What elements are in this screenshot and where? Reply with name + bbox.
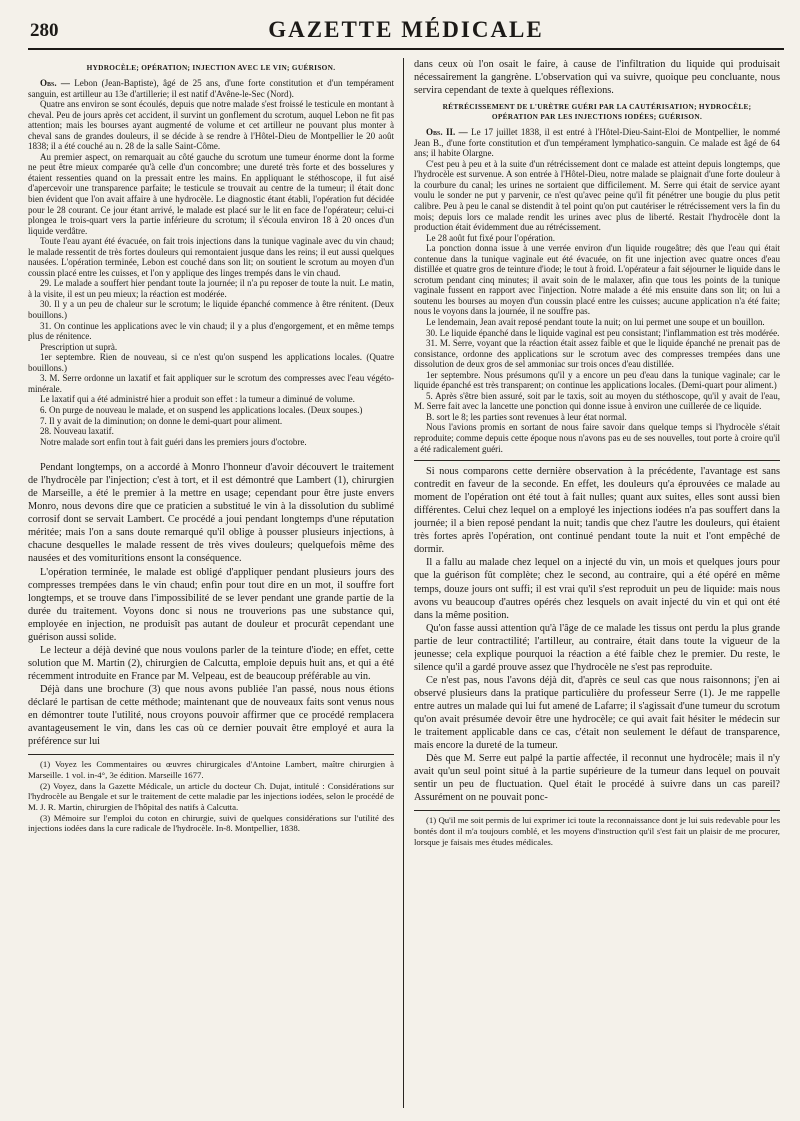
footnote: (1) Qu'il me soit permis de lui exprimer ici toute la reconnaissance dont je lui suis redevable pour les bontés dont il m'a toujours comblé, et les moyens d'instruction qu'il s'est fait un plaisir de me procurer, lorsque je faisais mes études médicales. — [414, 815, 780, 847]
case-paragraph: Obs. — Lebon (Jean-Baptiste), âgé de 25 ans, d'une forte constitution et d'un tempérament sanguin, est artilleur au 13e d'artillerie; il est natif d'Avêne-le-Sec (Nord). — [28, 78, 394, 99]
footnotes-left — [28, 759, 394, 834]
section-title-obs-2: RÉTRÉCISSEMENT DE L'URÈTRE GUÉRI PAR LA CAUTÉRISATION; HYDROCÈLE; OPÉRATION PAR LES INJECTIONS IODÉES; GUÉRISON. — [442, 102, 752, 122]
discussion-1 — [28, 461, 394, 748]
case-paragraph: 30. Le liquide épanché dans le liquide vaginal est peu consistant; l'inflammation est très modérée. — [426, 327, 780, 338]
column-divider — [403, 58, 404, 1108]
case-paragraph: 28. Nouveau laxatif. — [40, 426, 114, 437]
section-title-obs-1: HYDROCÈLE; OPÉRATION; INJECTION AVEC LE VIN; GUÉRISON. — [86, 63, 336, 72]
discussion-2 — [414, 465, 780, 804]
continuation-text — [414, 58, 780, 97]
case-paragraph: Au premier aspect, on remarquait au côté gauche du scrotum une tumeur énorme dont la forme ne peut être mieux comparée qu'à celle d'un concombre; une dureté très forte et des bosselures y étaient ressenties quand on la pressait entre les mains. En appliquant le stéthoscope, il fut aisé d'apercevoir une transparence parfaite; le testicule se trouvait au centre de la tumeur; il était donc bien évident que l'on avait affaire à une hydrocèle. Le diagnostic étant établi, l'opération fut décidée pour le 28 courant. Ce jour étant arrivé, le malade est placé sur le lit en face de l'opérateur; celui-ci plongea le trois-quart vers la partie inférieure du scrotum; il s'écoula environ 18 à 20 onces d'un liquide verdâtre. — [28, 151, 394, 236]
case-paragraph: Quatre ans environ se sont écoulés, depuis que notre malade s'est froissé le testicule en montant à cheval. Peu de jours après cet accident, il survint un gonflement du scrotum, auquel Lebon ne fit pas attention; mais les bourses ayant augmenté de volume et cet artilleur ne pouvant plus monter à cheval sans de grandes douleurs, il se décide à se rendre à l'Hôtel-Dieu de Montpellier le 20 août 1838; il a été couché au n. 28 de la salle Saint-Côme. — [28, 99, 394, 152]
case-paragraph: La ponction donna issue à une verrée environ d'un liquide rougeâtre; dès que l'eau qui était contenue dans la tunique vaginale eut été évacuée, on fit une injection avec quatre onces d'eau distillée et quatre gros de teinture d'iode; le tout à froid. L'opérateur a fait séjourner le liquide dans le scrotum pendant cinq minutes; il avait soin de le malaxer, afin que tous les points de la tunique vaginale fussent en rapport avec l'injection. Notre malade a été mis ensuite dans son lit; on lui a soutenu les bourses au moyen d'un coussin placé entre les cuisses; aucune application n'a été faite; nous le voyons dans la journée, il ne souffre pas. — [414, 243, 780, 317]
discussion-paragraph: Dès que M. Serre eut palpé la partie affectée, il reconnut une hydrocèle; mais il n'y avait qu'un seul point situé à la partie supérieure de la tumeur dans lequel on pouvait sentir un peu de fluctuation. Quel était le procédé à suivre dans un cas pareil? Assurément on ne pouvait ponc- — [414, 753, 780, 804]
continuation-paragraph: dans ceux où l'on osait le faire, à cause de l'infiltration du liquide qui produisait nécessairement la gangrène. L'observation qui va suivre, quoique peu concluante, nous servira cependant de texte à quelques réflexions. — [414, 59, 780, 97]
case-paragraph: 1er septembre. Rien de nouveau, si ce n'est qu'on suspend les applications locales. (Quatre bouillons.) — [28, 352, 394, 373]
case-paragraph: 31. M. Serre, voyant que la réaction était assez faible et que le liquide épanché ne prenait pas de consistance, ordonne des applications sur le scrotum avec des compresses trempées dans une dissolution de deux gros de sel ammoniac sur trois onces d'eau distillée. — [414, 338, 780, 370]
case-paragraph: Le 28 août fut fixé pour l'opération. — [426, 232, 556, 243]
case-paragraph: 3. M. Serre ordonne un laxatif et fait appliquer sur le scrotum des compresses avec l'eau végéto-minérale. — [28, 373, 394, 394]
case-paragraph: Obs. II. — Le 17 juillet 1838, il est entré à l'Hôtel-Dieu-Saint-Eloi de Montpellier, le nommé Jean B., d'une forte constitution et d'un tempérament lymphatico-sanguin. Ce malade est âgé de 64 ans; il habite Olargne. — [414, 127, 780, 159]
footnote-divider — [28, 754, 394, 755]
case-paragraph: Le lendemain, Jean avait reposé pendant toute la nuit; on lui permet une soupe et un bouillon. — [426, 316, 765, 327]
case-paragraph: Le laxatif qui a été administré hier a produit son effet : la tumeur a diminué de volume. — [40, 394, 355, 405]
discussion-paragraph: Il a fallu au malade chez lequel on a injecté du vin, un mois et quelques jours pour que la guérison fût complète; chez le second, au contraire, qui a été opéré en même temps, douze jours ont suffi; il est vrai qu'il s'est reproduit un peu de liquide: mais nous avons vu beaucoup d'autres opérés chez lesquels on avait injecté du vin et qui ont été dans la même position. — [414, 557, 780, 621]
case-paragraph: C'est peu à peu et à la suite d'un rétrécissement dont ce malade est atteint depuis longtemps, que l'hydrocèle est survenue. A son entrée à l'Hôtel-Dieu, notre malade se plaignait d'une forte douleur à la courbure du canal; les urines ne sortaient que difficilement. M. Serre qui était de service ayant voulu le sonder ne put y parvenir, ce n'est qu'avec peine qu'il fit pénétrer une bougie du plus petit calibre. Peu à peu le canal se distendit à tel point qu'on put cautériser le rétrécissement vers la fin du mois; depuis lors ce malade rendit les urines avec plus de liberté. Restait l'hydrocèle dont la production était évidemment due au rétrécissement. — [414, 158, 780, 233]
journal-title: GAZETTE MÉDICALE — [268, 17, 544, 42]
right-column — [414, 58, 780, 1110]
case-paragraph: Toute l'eau ayant été évacuée, on fait trois injections dans la tunique vaginale avec du vin chaud; le malade ressentit de très fortes douleurs qui remontaient jusque dans les reins; il eut aussi quelques nausées. L'opération terminée, Lebon est couché dans son lit; on soutient le scrotum au moyen d'un coussin placé entre les cuisses, et l'on y applique des linges trempés dans le vin chaud. — [28, 236, 394, 278]
case-paragraph: Prescription ut suprà. — [40, 341, 118, 352]
case-report-2 — [414, 127, 780, 454]
footnote-divider — [414, 810, 780, 811]
case-paragraph: 5. Après s'être bien assuré, soit par le taxis, soit au moyen du stéthoscope, qu'il y avait de l'eau, M. Serre fait avec la lancette une ponction qui donne issue à environ une cuillerée de ce liquide. — [414, 390, 780, 412]
case-report-1 — [28, 78, 394, 447]
case-paragraph: 6. On purge de nouveau le malade, et on suspend les applications locales. (Deux soupes.) — [40, 404, 363, 415]
discussion-paragraph: L'opération terminée, le malade est obligé d'appliquer pendant plusieurs jours des compresses trempées dans le vin chaud; enfin pour tout dire en un mot, il souffre fort longtemps, et se trouve dans l'impossibilité de se lever pendant une grande partie de la durée du traitement. Voyons donc si nous ne trouverions pas une substance qui, employée en injection, ne produisît pas autant de douleur et procurât cependant une guérison aussi solide. — [28, 566, 394, 643]
footnote: (1) Voyez les Commentaires ou œuvres chirurgicales d'Antoine Lambert, maître chirurgien à Marseille. 1 vol. in-4°, 3e édition. Marseille 1677. — [28, 759, 394, 780]
page-number: 280 — [30, 20, 59, 41]
observation-label: Obs. II. — — [426, 127, 468, 138]
footnote: (2) Voyez, dans la Gazette Médicale, un article du docteur Ch. Dujat, intitulé : Considérations sur l'hydrocèle au Bengale et sur le traitement de cette maladie par les injections iodées, selon le procédé de M. J. R. Martin, chirurgien de l'hôpital des natifs à Calcutta. — [28, 780, 394, 812]
case-paragraph: Nous l'avions promis en sortant de nous faire savoir dans quelque temps si l'hydrocèle s'était reproduite; comme depuis cette époque nous n'avons pas eu de ses nouvelles, tout porte à croire qu'il a été radicalement guéri. — [414, 422, 780, 454]
left-column — [28, 58, 394, 1110]
case-paragraph: Notre malade sort enfin tout à fait guéri dans les premiers jours d'octobre. — [40, 436, 307, 447]
case-paragraph: 29. Le malade a souffert hier pendant toute la journée; il n'a pu reposer de toute la nuit. Le matin, à la visite, il est un peu mieux; la réaction est modérée. — [28, 278, 394, 299]
page-header — [28, 14, 784, 50]
discussion-paragraph: Déjà dans une brochure (3) que nous avons publiée l'an passé, nous nous étions déclaré le partisan de cette méthode; maintenant que de nouveaux faits sont venus nous en démontrer toute l'utilité, nous croyons pouvoir affirmer que ce procédé remplacera avantageusement le vin, dans les cas où ce dernier pouvait être employé et aura la préférence sur lui — [28, 683, 394, 748]
footnotes-right — [414, 815, 780, 847]
discussion-paragraph: Pendant longtemps, on a accordé à Monro l'honneur d'avoir découvert le traitement de l'hydrocèle par l'injection; c'est à tort, et il est démontré que Lambert (1), chirurgien de Marseille, a été le premier à la mettre en usage; cependant pour être juste envers Monro, nous devons dire que ce praticien a substitué le vin à la dissolution du sublimé corrosif dont se servait Lambert. Ce procédé a joui pendant longtemps d'une réputation méritée; mais l'on a sans doute remarqué qu'il oblige à pousser plusieurs injections, à chacune desquelles le malade ressent de très vives douleurs; quelquefois même des nausées et des vomituritions ensont la conséquence. — [28, 462, 394, 565]
observation-label: Obs. — — [40, 78, 70, 88]
newspaper-page — [28, 14, 784, 1112]
discussion-paragraph: Qu'on fasse aussi attention qu'à l'âge de ce malade les tissus ont perdu la plus grande partie de leur contractilité; l'artilleur, au contraire, était dans toute la vigueur de la jeunesse; cela explique pourquoi la réaction a été faible chez le premier. Du reste, le silence qu'il a gardé prouve assez que l'hydrocèle ne s'est pas reproduite. — [414, 622, 780, 673]
section-divider — [414, 460, 780, 461]
case-paragraph: 7. Il y avait de la diminution; on donne le demi-quart pour aliment. — [40, 415, 283, 426]
footnote: (3) Mémoire sur l'emploi du coton en chirurgie, suivi de quelques considérations sur l'utilité des injections iodées dans la cure radicale de l'hydrocèle. In-8. Montpellier, 1838. — [28, 812, 394, 834]
discussion-paragraph: Si nous comparons cette dernière observation à la précédente, l'avantage est sans contredit en faveur de la seconde. En effet, les douleurs qu'a éprouvées ce malade au moment de l'opération ont été tout à fait nulles; quant aux suites, elles sont aussi bien différentes. Celui chez lequel on a employé les injections iodées n'a pas souffert dans la journée; il a bien reposé pendant la nuit; tandis que chez l'autre les douleurs, qui étaient très fortes après l'opération, ont continué pendant toute la nuit et l'ont empêché de dormir. — [414, 466, 780, 556]
discussion-paragraph: Le lecteur a déjà deviné que nous voulons parler de la teinture d'iode; en effet, cette solution que M. Martin (2), chirurgien de Calcutta, emploie depuis huit ans, et qui a été récemment introduite en France par M. Velpeau, est de beaucoup préférable au vin. — [28, 644, 394, 682]
case-paragraph: B. sort le 8; les parties sont revenues à leur état normal. — [426, 411, 627, 422]
case-paragraph: 31. On continue les applications avec le vin chaud; il y a plus d'engorgement, et en même temps plus de rénitence. — [28, 320, 394, 342]
case-paragraph: 30. Il y a un peu de chaleur sur le scrotum; le liquide épanché commence à être rénitent. (Deux bouillons.) — [28, 299, 394, 321]
discussion-paragraph: Ce n'est pas, nous l'avons déjà dit, d'après ce seul cas que nous raisonnons; j'en ai observé plusieurs dans la pratique particulière du professeur Serre (1). Je me rappelle entre autres un malade qui lui fut amené de Lafarre; il s'agissait d'une tumeur du scrotum qu'on avait présumée devoir être une hydrocèle; ce qui avait fait hésiter le médecin sur le traitement applicable dans ce cas, c'était non seulement le défaut de transparence, mais encore la dureté de la tumeur. — [414, 674, 780, 752]
case-paragraph: 1er septembre. Nous présumons qu'il y a encore un peu d'eau dans la tunique vaginale; car le liquide épanché est très transparent; on continue les applications locales. (Demi-quart pour aliment.) — [414, 369, 780, 391]
